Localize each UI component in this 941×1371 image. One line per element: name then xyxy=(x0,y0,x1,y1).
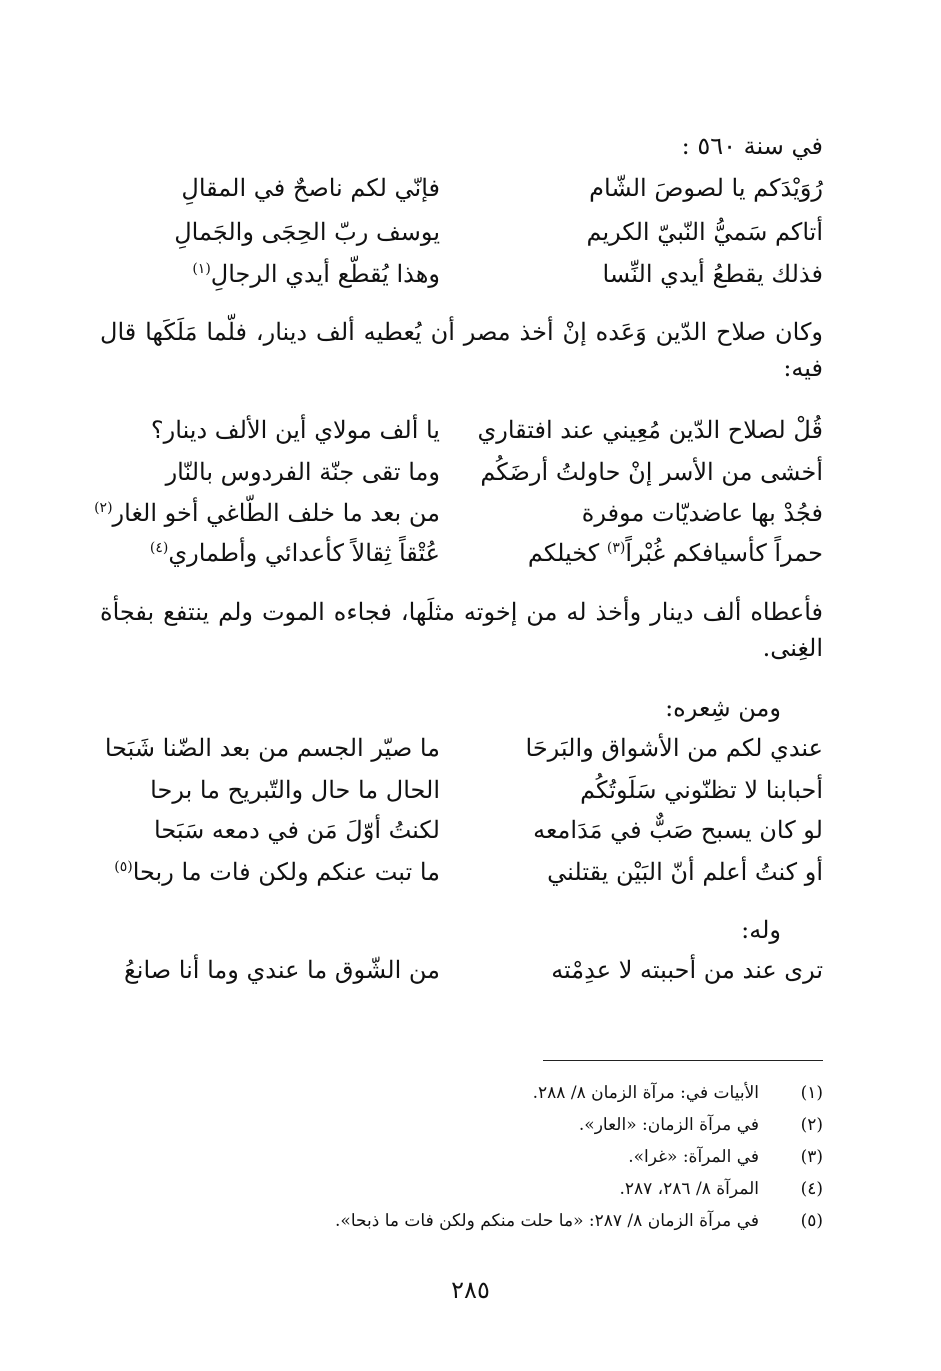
prose-paragraph: وكان صلاح الدّين وَعَده إنْ أخذ مصر أن يُعطيه ألف دينار، فلّما مَلَكَها قال فيه: xyxy=(100,318,823,382)
poem-verse xyxy=(100,728,823,768)
hemistich-text: وهذا يُقطّع أيدي الرجالِ xyxy=(210,260,440,288)
verse-first-hemistich: أخشى من الأسر إنْ حاولتُ أرضَكُم xyxy=(480,458,823,486)
poem-verse xyxy=(100,410,823,450)
footnote-number: (٤) xyxy=(800,1179,823,1199)
poem-verse xyxy=(100,950,823,990)
year-heading: في سنة ٥٦٠ : xyxy=(681,132,823,160)
poem-verse xyxy=(100,254,823,294)
poem-verse xyxy=(100,852,823,892)
poem-verse xyxy=(100,533,823,573)
verse-second-hemistich xyxy=(100,770,440,810)
poem-verse xyxy=(100,810,823,850)
hemistich-text: لكنتُ أوّلَ مَن في دمعه سَبَحا xyxy=(154,816,440,844)
hemistich-text: كخيلكم xyxy=(527,539,607,567)
footnote-number: (١) xyxy=(800,1083,823,1103)
verse-first-hemistich: لو كان يسبح صَبٌّ في مَدَامعه xyxy=(533,816,823,844)
section-intro: ومن شِعره: xyxy=(665,694,781,722)
verse-first-hemistich: عندي لكم من الأشواق والبَرحَا xyxy=(525,734,823,762)
hemistich-text: ما تبت عنكم ولكن فات ما ربحا xyxy=(132,858,440,886)
section-intro: وله: xyxy=(741,916,781,944)
verse-first-hemistich: أحبابنا لا تظنّوني سَلَوتُكُم xyxy=(580,776,823,804)
verse-second-hemistich xyxy=(100,212,440,252)
verse-second-hemistich xyxy=(100,254,440,294)
footnote-number: (٢) xyxy=(800,1115,823,1135)
hemistich-text: عُتْقاً ثِقالاً كأعدائي وأطماري xyxy=(168,539,440,567)
verse-first-hemistich: أتاكم سَميُّ النّبيّ الكريم xyxy=(586,218,823,246)
poem-verse xyxy=(100,452,823,492)
poem-verse xyxy=(100,770,823,810)
hemistich-text: وما تقى جنّة الفردوس بالنّار xyxy=(165,458,440,486)
footnote-text: المرآة ٨/ ٢٨٦، ٢٨٧. xyxy=(619,1179,759,1199)
verse-second-hemistich xyxy=(94,493,440,533)
footnote-number: (٣) xyxy=(800,1147,823,1167)
hemistich-text: يا ألف مولاي أين الألف دينار؟ xyxy=(150,416,440,444)
poem-verse xyxy=(100,168,823,208)
footnote xyxy=(100,1110,823,1140)
verse-first-hemistich: فجُدْ بها عاضديّات موفرة xyxy=(581,499,823,527)
verse-second-hemistich xyxy=(100,950,440,990)
hemistich-text: من الشّوق ما عندي وما أنا صانعُ xyxy=(124,956,440,984)
verse-second-hemistich xyxy=(100,728,440,768)
hemistich-text: يوسف ربّ الحِجَى والجَمالِ xyxy=(174,218,440,246)
footnote-text: في مرآة الزمان ٨/ ٢٨٧: «ما حلت منكم ولكن فات ما ذبحا». xyxy=(335,1211,759,1231)
poem-verse xyxy=(94,493,823,533)
footnote xyxy=(100,1174,823,1204)
footnote-text: الأبيات في: مرآة الزمان ٨/ ٢٨٨. xyxy=(532,1083,759,1103)
verse-first-hemistich: قُلْ لصلاح الدّين مُعِيني عند افتقاري xyxy=(477,416,823,444)
prose-paragraph: فأعطاه ألف دينار وأخذ له من إخوته مثلَها، فجاءه الموت ولم ينتفع بفجأة الغِنى. xyxy=(100,598,823,662)
verse-first-hemistich xyxy=(493,533,823,573)
footnote-ref: (١) xyxy=(192,261,211,277)
footnote-ref: (٤) xyxy=(149,540,169,556)
footnote-text: في المرآة: «غرا». xyxy=(628,1147,759,1167)
verse-first-hemistich: أو كنتُ أعلم أنّ البَيْن يقتلني xyxy=(547,858,823,886)
verse-second-hemistich xyxy=(100,533,440,573)
verse-second-hemistich xyxy=(100,810,440,850)
footnote-divider xyxy=(543,1060,823,1061)
verse-second-hemistich xyxy=(100,168,440,208)
verse-first-hemistich: رُوَيْدَكم يا لصوصَ الشّام xyxy=(589,174,823,202)
hemistich-text: من بعد ما خلف الطّاغي أخو الغار xyxy=(112,499,440,527)
hemistich-text: ما صيّر الجسم من بعد الضّنا شَبَحا xyxy=(104,734,440,762)
verse-first-hemistich: فذلك يقطعُ أيدي النِّسا xyxy=(602,260,823,288)
verse-first-hemistich: ترى عند من أحببته لا عدِمْته xyxy=(551,956,823,984)
verse-second-hemistich xyxy=(100,410,440,450)
page-number: ٢٨٥ xyxy=(451,1276,490,1304)
footnote-number: (٥) xyxy=(800,1211,823,1231)
footnote-text: في مرآة الزمان: «العار». xyxy=(578,1115,759,1135)
footnote xyxy=(100,1078,823,1108)
footnote xyxy=(100,1206,823,1236)
verse-second-hemistich xyxy=(100,452,440,492)
verse-second-hemistich xyxy=(100,852,440,892)
footnote-ref: (٥) xyxy=(114,859,133,875)
hemistich-text: فإنّي لكم ناصحٌ في المقالِ xyxy=(181,174,440,202)
footnote-ref: (٣) xyxy=(606,540,626,556)
poem-verse xyxy=(100,212,823,252)
hemistich-text: الحال ما حال والتّبريح ما برحا xyxy=(150,776,440,804)
hemistich-text: حمراً كأسيافكم غُبْراً xyxy=(625,539,823,567)
footnote-ref: (٢) xyxy=(94,500,113,516)
footnote xyxy=(100,1142,823,1172)
